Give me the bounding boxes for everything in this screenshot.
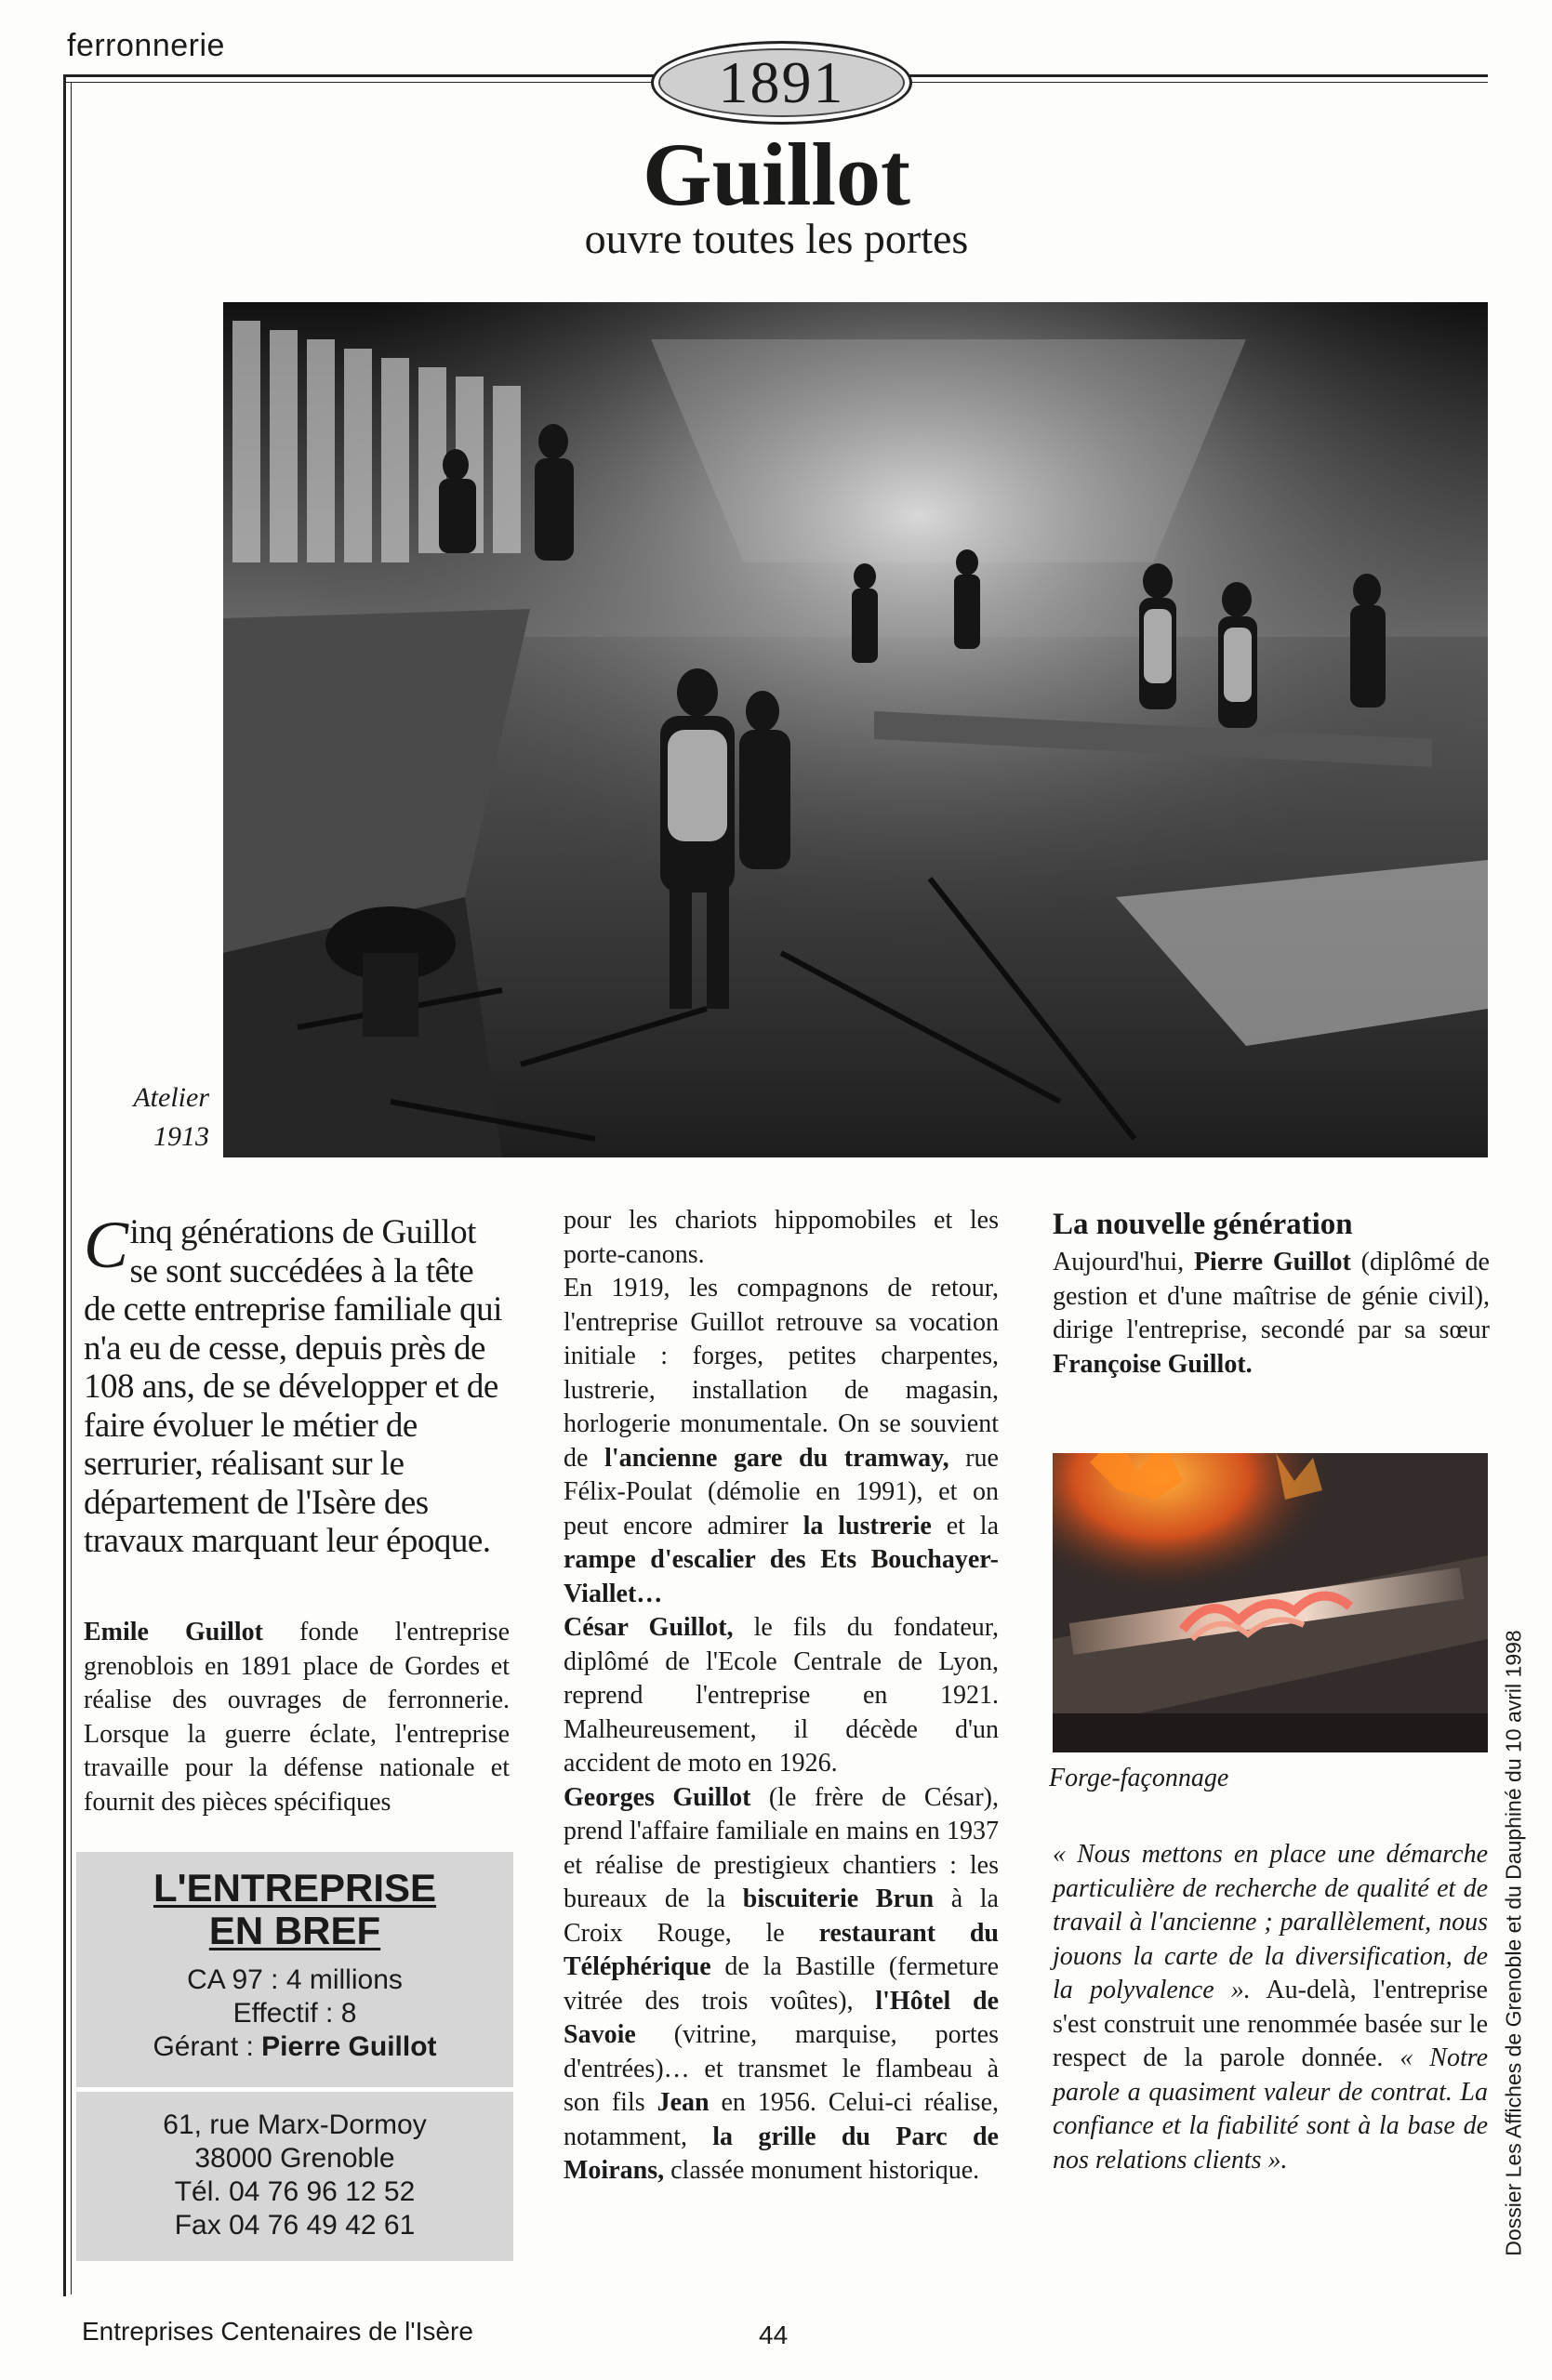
atelier-caption-line1: Atelier: [133, 1082, 209, 1113]
header-rule: [63, 74, 658, 77]
bold-run: Georges Guillot: [564, 1782, 751, 1812]
drop-cap: C: [84, 1208, 128, 1282]
atelier-photo: [223, 302, 1488, 1157]
fact-address-city: 38000 Grenoble: [194, 2143, 395, 2174]
footer-publication: Entreprises Centenaires de l'Isère: [82, 2317, 473, 2346]
col2-paragraph-4: [564, 1781, 999, 2188]
text-run: (le frère de César), prend l'affaire familiale en mains en 1937 et réalise de prestigieux chantiers : les bureaux de la: [564, 1782, 999, 1913]
text-run: (vitrine, marquise, portes d'entrées)… et transmet le flambeau à son fils: [564, 2020, 999, 2117]
bold-run: l'ancienne gare du tramway,: [604, 1443, 949, 1473]
bold-run: biscuiterie Brun: [742, 1884, 935, 1913]
bold-run: Françoise Guillot.: [1053, 1349, 1253, 1379]
lead-text: inq générations de Guillot se sont succédées à la tête de cette entreprise familiale qui n'a eu de cesse, depuis près de 108 ans, de se développer et de faire évoluer le métier de serrurier, réalisant sur le département de l'Isère des travaux marquant leur époque.: [84, 1213, 502, 1560]
atelier-photo-illustration: [223, 302, 1488, 1157]
fact-box-divider: [76, 2087, 513, 2092]
fact-revenue: CA 97 : 4 millions: [187, 1964, 403, 1995]
bold-run: rampe d'escalier des Ets Bouchayer-Viallet…: [564, 1545, 999, 1608]
atelier-caption-line2: 1913: [153, 1121, 209, 1152]
bold-run: César Guillot,: [564, 1613, 734, 1642]
section-label: ferronnerie: [67, 28, 225, 63]
bold-run: restaurant du Téléphérique: [564, 1918, 999, 1981]
fact-manager: [76, 2030, 513, 2064]
forge-photo-illustration: [1053, 1453, 1488, 1752]
col2-paragraph-2: [564, 1272, 999, 1611]
col3-intro: [1053, 1246, 1490, 1382]
col3-quote: [1053, 1838, 1488, 2177]
fact-address-street: 61, rue Marx-Dormoy: [163, 2109, 427, 2140]
atelier-caption: [112, 1078, 209, 1157]
forge-photo: [1053, 1453, 1488, 1752]
quote-run: « Notre parole a quasiment valeur de contrat. La confiance et la fiabilité sont à la base de nos relations clients ».: [1053, 2043, 1489, 2175]
col1-text: fonde l'entreprise grenoblois en 1891 place de Gordes et réalise des ouvrages de ferronnerie. Lorsque la guerre éclate, l'entreprise travaille pour la défense nationale et fournit des pièces spécifiques: [84, 1618, 510, 1817]
article-title: Guillot: [642, 125, 911, 224]
text-run: et la: [931, 1511, 999, 1540]
bold-run: Pierre Guillot: [1193, 1248, 1351, 1276]
text-run: de la Bastille (fermeture vitrée des trois voûtes),: [564, 1952, 999, 2016]
quote-run: « Nous mettons en place une démarche particulière de recherche de qualité et de travail à l'ancienne ; parallèlement, nous jouons la carte de la diversification, de la polyvalence ».: [1053, 1840, 1488, 2004]
fact-phone: Tél. 04 76 96 12 52: [174, 2176, 416, 2207]
side-credit: Dossier Les Affiches de Grenoble et du Dauphiné du 10 avril 1998: [1501, 1630, 1526, 2256]
bold-run: la grille du Parc de Moirans,: [564, 2122, 999, 2185]
fact-box-title-line1: L'ENTREPRISE: [153, 1866, 437, 1910]
fact-manager-name: Pierre Guillot: [261, 2031, 437, 2062]
text-run: En 1919, les compagnons de retour, l'entreprise Guillot retrouve sa vocation initiale : forges, petites charpentes, lustrerie, installation de magasin, horlogerie monumentale. On se souvient de: [564, 1274, 999, 1473]
fact-staff: Effectif : 8: [232, 1998, 357, 2029]
text-run: à la Croix Rouge, le: [564, 1884, 999, 1948]
text-run: Aujourd'hui,: [1053, 1248, 1194, 1276]
page-number: 44: [759, 2320, 789, 2349]
lead-paragraph: [84, 1208, 510, 1561]
bold-run: l'Hôtel de Savoie: [564, 1986, 999, 2049]
bold-run: la lustrerie: [803, 1511, 932, 1540]
text-run: en 1956. Celui-ci réalise, notamment,: [564, 2088, 999, 2151]
header-rule: [63, 82, 658, 83]
article-subtitle: ouvre toutes les portes: [584, 215, 969, 262]
col2-text: [564, 1204, 999, 2188]
founder-name: Emile Guillot: [84, 1618, 264, 1646]
col1-paragraph: [84, 1616, 510, 1819]
bold-run: Jean: [657, 2088, 710, 2117]
text-run: (diplômé de gestion et d'une maîtrise de génie civil), dirige l'entreprise, secondé par sa sœur: [1053, 1248, 1490, 1344]
text-run: le fils du fondateur, diplômé de l'Ecole Centrale de Lyon, reprend l'entreprise en 1921. Malheureusement, il décède d'un accident de moto en 1926.: [564, 1613, 999, 1778]
left-margin-rule: [71, 82, 72, 2294]
header-rule: [907, 74, 1488, 77]
header-rule: [907, 82, 1488, 83]
left-margin-rule: [63, 74, 66, 2296]
text-run: Au-delà, l'entreprise s'est construit une renommée basée sur le respect de la parole donnée.: [1053, 1976, 1488, 2072]
fact-manager-label: Gérant :: [153, 2031, 262, 2062]
forge-caption: Forge-façonnage: [1049, 1764, 1229, 1792]
year-badge: 1891: [651, 41, 912, 125]
section-heading: La nouvelle génération: [1053, 1208, 1353, 1241]
col2-paragraph-1: pour les chariots hippomobiles et les porte-canons.: [564, 1206, 999, 1269]
text-run: classée monument historique.: [664, 2156, 980, 2185]
fact-box-title-line2: EN BREF: [208, 1909, 381, 1952]
fact-box-title: [76, 1867, 513, 1952]
col2-paragraph-3: [564, 1611, 999, 1781]
fact-fax: Fax 04 76 49 42 61: [174, 2210, 416, 2241]
text-run: rue Félix-Poulat (démolie en 1991), et on peut encore admirer: [564, 1443, 999, 1540]
